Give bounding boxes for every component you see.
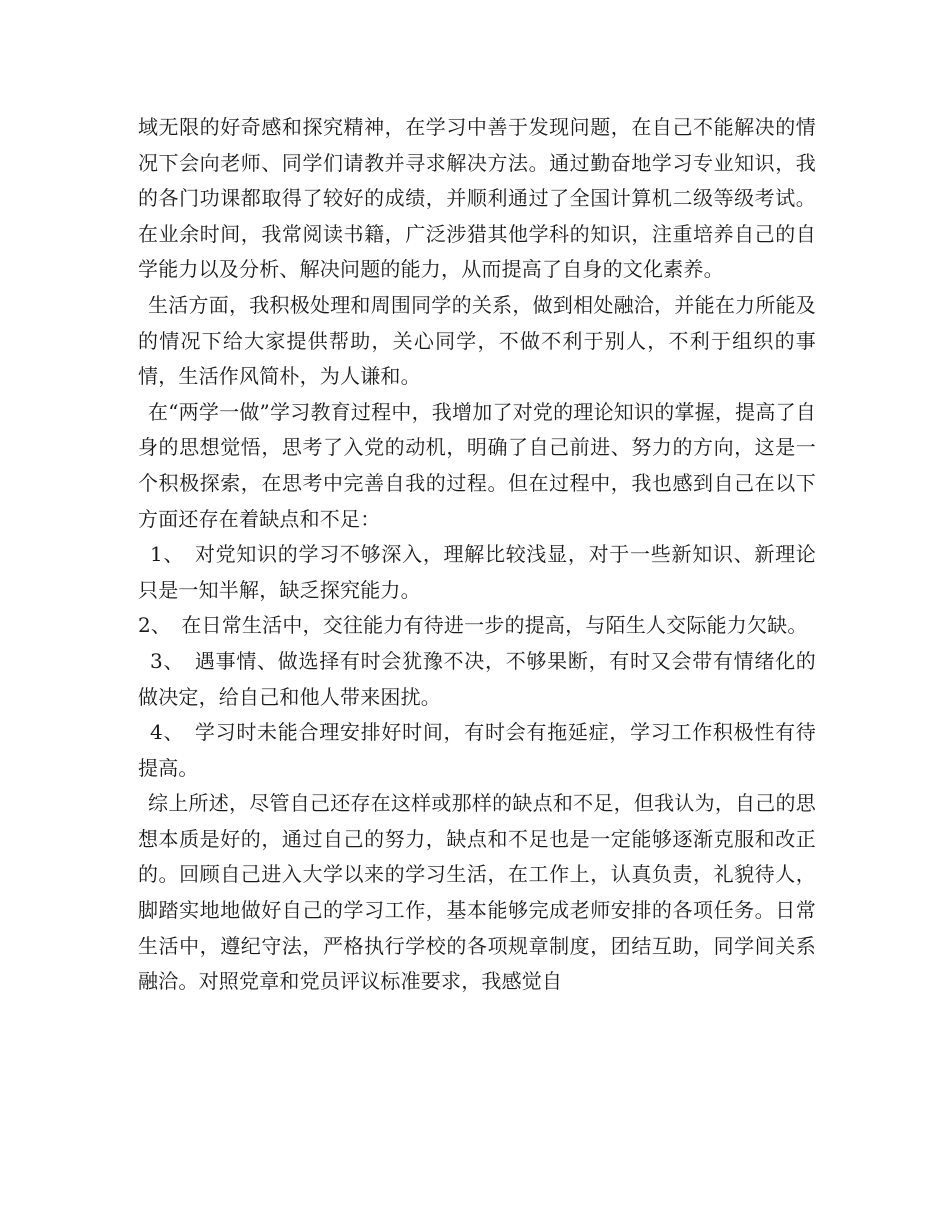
list-item-shortcoming-1: 1、 对党知识的学习不够深入，理解比较浅显，对于一些新知识、新理论只是一知半解，缺乏探究能力。: [138, 542, 816, 602]
list-item-shortcoming-4: 4、 学习时未能合理安排好时间，有时会有拖延症，学习工作积极性有待提高。: [138, 720, 816, 780]
list-item-shortcoming-3: 3、 遇事情、做选择有时会犹豫不决，不够果断，有时又会带有情绪化的做决定，给自己和他人带来困扰。: [138, 648, 816, 709]
paragraph-life: 生活方面，我积极处理和周围同学的关系，做到相处融洽，并能在力所能及的情况下给大家提供帮助，关心同学，不做不利于别人，不利于组织的事情，生活作风简朴，为人谦和。: [138, 292, 816, 389]
list-item-shortcoming-2: 2、 在日常生活中，交往能力有待进一步的提高，与陌生人交际能力欠缺。: [138, 613, 808, 638]
paragraph-summary: 综上所述，尽管自己还存在这样或那样的缺点和不足，但我认为，自己的思想本质是好的，通过自己的努力，缺点和不足也是一定能够逐渐克服和改正的。回顾自己进入大学以来的学习生活，在工作上，认真负责，礼貌待人，脚踏实地地做好自己的学习工作，基本能够完成老师安排的各项任务。日常生活中，遵纪守法，严格执行学校的各项规章制度，团结互助，同学间关系融洽。对照党章和党员评议标准要求，我感觉自: [138, 791, 816, 994]
paragraph-two-studies: 在“两学一做”学习教育过程中，我增加了对党的理论知识的掌握，提高了自身的思想觉悟，思考了入党的动机，明确了自己前进、努力的方向，这是一个积极探索，在思考中完善自我的过程。但在过程中，我也感到自己在以下方面还存在着缺点和不足：: [138, 399, 816, 531]
document-body: [138, 110, 816, 1000]
paragraph-study: 域无限的好奇感和探究精神，在学习中善于发现问题，在自己不能解决的情况下会向老师、同学们请教并寻求解决方法。通过勤奋地学习专业知识，我的各门功课都取得了较好的成绩，并顺利通过了全国计算机二级等级考试。在业余时间，我常阅读书籍，广泛涉猎其他学科的知识，注重培养自己的自学能力以及分析、解决问题的能力，从而提高了自身的文化素养。: [138, 115, 816, 282]
